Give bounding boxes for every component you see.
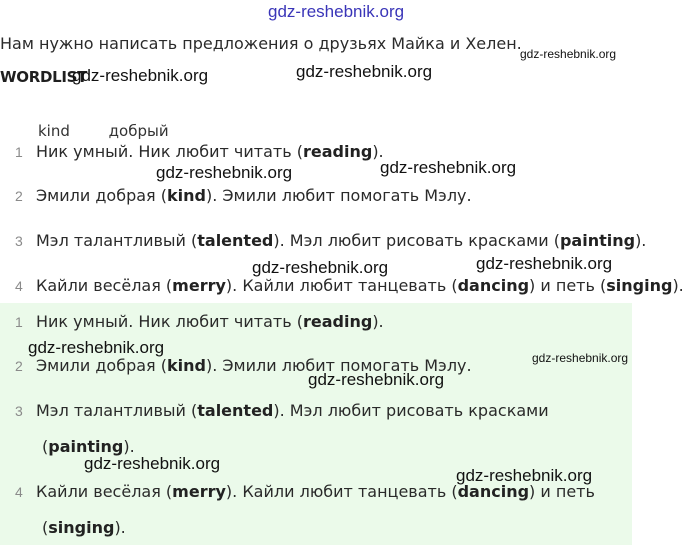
answer-word: singing bbox=[606, 276, 673, 295]
task-sentence: Ник умный. Ник любит читать (reading). bbox=[36, 142, 384, 161]
watermark-top: gdz-reshebnik.org bbox=[268, 2, 405, 21]
sentence-number: 2 bbox=[15, 188, 23, 204]
watermark: gdz-reshebnik.org bbox=[380, 158, 517, 177]
answer-sentence: (painting). bbox=[42, 437, 135, 456]
answer-number: 1 bbox=[15, 314, 23, 330]
answer-sentence: Кайли весёлая (merry). Кайли любит танцевать (dancing) и петь bbox=[36, 482, 595, 501]
wordlist-word: kind bbox=[38, 122, 70, 140]
answer-word: dancing bbox=[457, 276, 530, 295]
intro-text: Нам нужно написать предложения о друзьях Майка и Хелен. bbox=[0, 34, 522, 53]
sentence-number: 3 bbox=[15, 233, 23, 249]
watermark: gdz-reshebnik.org bbox=[296, 62, 433, 81]
wordlist-title: WORDLIST bbox=[0, 68, 88, 86]
watermark: gdz-reshebnik.org bbox=[476, 254, 613, 273]
watermark: gdz-reshebnik.org bbox=[28, 338, 165, 357]
task-sentence: Эмили добрая (kind). Эмили любит помогать Мэлу. bbox=[36, 186, 472, 205]
answer-word: singing bbox=[48, 518, 115, 537]
answer-word: reading bbox=[302, 142, 373, 161]
watermark: gdz-reshebnik.org bbox=[72, 66, 209, 85]
answer-sentence: Эмили добрая (kind). Эмили любит помогать Мэлу. bbox=[36, 356, 472, 375]
answer-number: 3 bbox=[15, 403, 23, 419]
sentence-number: 4 bbox=[15, 278, 23, 294]
answer-word: reading bbox=[302, 312, 373, 331]
wordlist-translation: добрый bbox=[108, 122, 169, 140]
answer-word: painting bbox=[559, 231, 636, 250]
watermark: gdz-reshebnik.org bbox=[84, 454, 221, 473]
watermark: gdz-reshebnik.org bbox=[252, 258, 389, 277]
watermark: gdz-reshebnik.org bbox=[532, 351, 629, 365]
watermark: gdz-reshebnik.org bbox=[520, 47, 617, 61]
answer-sentence: (singing). bbox=[42, 518, 126, 537]
answer-word: talented bbox=[197, 401, 274, 420]
wordlist-partial-row bbox=[38, 122, 203, 140]
answer-sentence: Мэл талантливый (talented). Мэл любит рисовать красками bbox=[36, 401, 549, 420]
task-sentence: Кайли весёлая (merry). Кайли любит танцевать (dancing) и петь (singing). bbox=[36, 276, 684, 295]
answer-word: dancing bbox=[457, 482, 530, 501]
answer-number: 4 bbox=[15, 484, 23, 500]
answer-sentence: Ник умный. Ник любит читать (reading). bbox=[36, 312, 384, 331]
answer-word: merry bbox=[172, 276, 226, 295]
answer-word: talented bbox=[197, 231, 274, 250]
watermark: gdz-reshebnik.org bbox=[456, 466, 593, 485]
watermark: gdz-reshebnik.org bbox=[156, 163, 293, 182]
watermark: gdz-reshebnik.org bbox=[308, 370, 445, 389]
task-sentence: Мэл талантливый (talented). Мэл любит рисовать красками (painting). bbox=[36, 231, 647, 250]
answer-word: merry bbox=[172, 482, 226, 501]
answer-word: painting bbox=[48, 437, 124, 456]
sentence-number: 1 bbox=[15, 144, 23, 160]
answer-word: kind bbox=[166, 186, 206, 205]
answer-number: 2 bbox=[15, 358, 23, 374]
answer-word: kind bbox=[166, 356, 206, 375]
